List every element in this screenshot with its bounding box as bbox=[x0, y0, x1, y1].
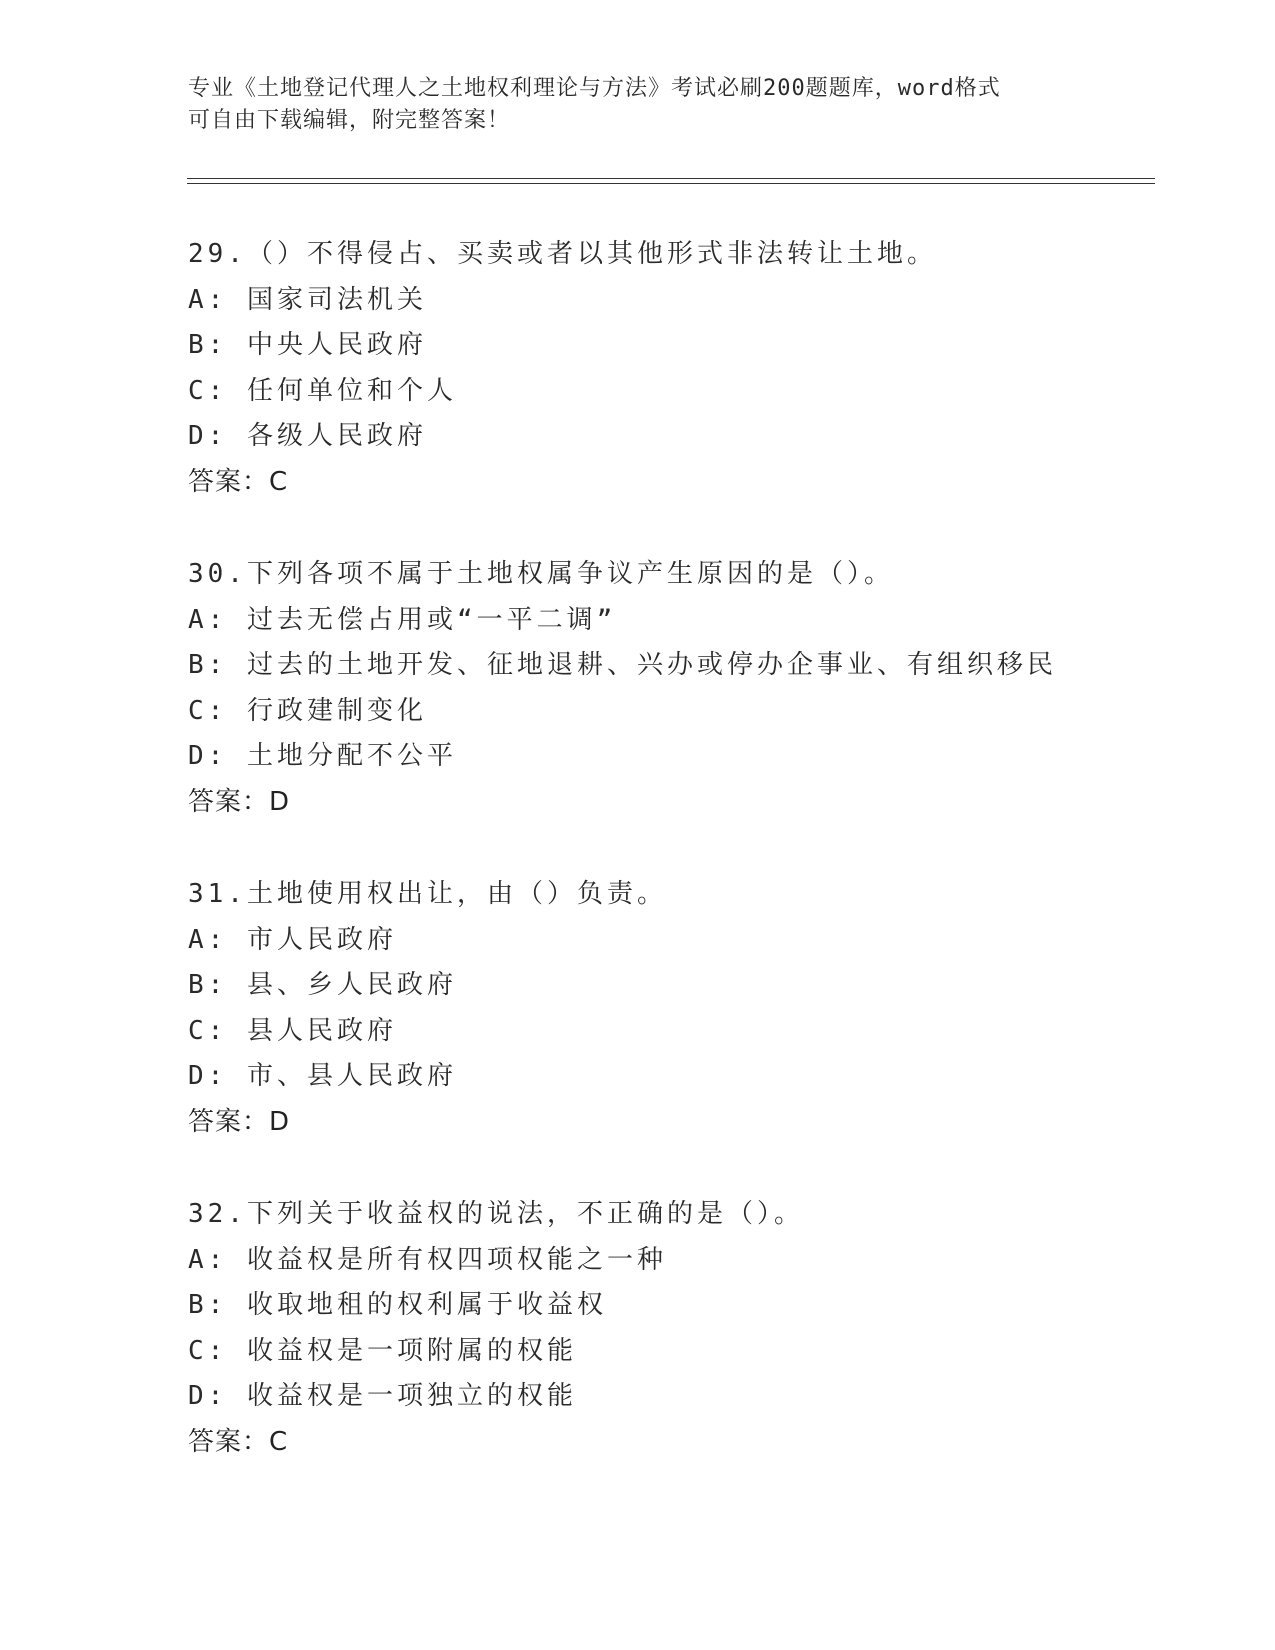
question-list bbox=[188, 232, 1148, 1512]
option-b: B: 中央人民政府 bbox=[188, 330, 427, 361]
question-stem: 29.（）不得侵占、买卖或者以其他形式非法转让土地。 bbox=[188, 239, 937, 269]
option-b: B: 收取地租的权利属于收益权 bbox=[188, 1290, 607, 1321]
option-c: C: 收益权是一项附属的权能 bbox=[188, 1335, 577, 1366]
option-a: A: 市人民政府 bbox=[188, 924, 397, 955]
question-32 bbox=[188, 1192, 1148, 1512]
answer-label: 答案：C bbox=[188, 466, 289, 497]
option-d: D: 市、县人民政府 bbox=[188, 1061, 457, 1092]
document-header bbox=[188, 73, 1088, 137]
option-d: D: 各级人民政府 bbox=[188, 421, 427, 452]
question-30 bbox=[188, 552, 1148, 872]
question-stem: 32.下列关于收益权的说法，不正确的是（）。 bbox=[188, 1199, 804, 1229]
answer-label: 答案：C bbox=[188, 1426, 289, 1457]
header-rule-top bbox=[187, 178, 1155, 179]
answer-label: 答案：D bbox=[188, 786, 291, 817]
option-b: B: 县、乡人民政府 bbox=[188, 970, 457, 1001]
question-31 bbox=[188, 872, 1148, 1192]
option-d: D: 土地分配不公平 bbox=[188, 741, 457, 772]
answer-label: 答案：D bbox=[188, 1106, 291, 1137]
option-a: A: 收益权是所有权四项权能之一种 bbox=[188, 1244, 667, 1275]
header-line-2: 可自由下载编辑，附完整答案！ bbox=[188, 108, 511, 133]
option-c: C: 行政建制变化 bbox=[188, 695, 427, 726]
option-c: C: 任何单位和个人 bbox=[188, 375, 457, 406]
question-29 bbox=[188, 232, 1148, 552]
option-a: A: 国家司法机关 bbox=[188, 284, 427, 315]
header-line-1: 专业《土地登记代理人之土地权利理论与方法》考试必刷200题题库，word格式 bbox=[188, 76, 1001, 101]
header-rule-bottom bbox=[187, 183, 1155, 184]
option-d: D: 收益权是一项独立的权能 bbox=[188, 1381, 577, 1412]
option-b: B: 过去的土地开发、征地退耕、兴办或停办企事业、有组织移民 bbox=[188, 650, 1057, 681]
option-a: A: 过去无偿占用或“一平二调” bbox=[188, 604, 617, 635]
option-c: C: 县人民政府 bbox=[188, 1015, 397, 1046]
question-stem: 31.土地使用权出让，由（）负责。 bbox=[188, 879, 667, 909]
question-stem: 30.下列各项不属于土地权属争议产生原因的是（）。 bbox=[188, 559, 894, 589]
